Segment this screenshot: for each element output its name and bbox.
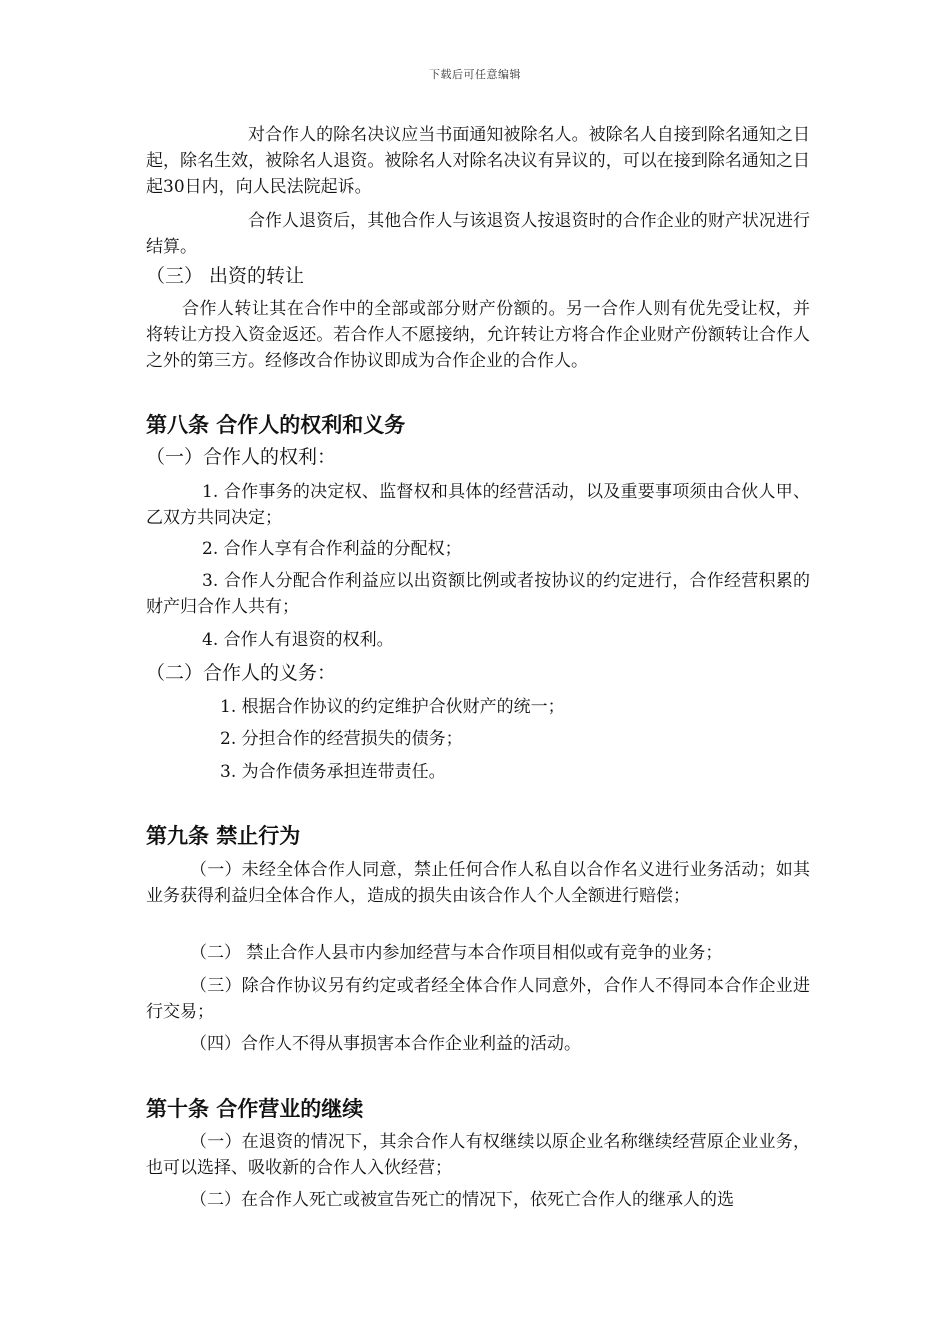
paragraph-transfer: 合作人转让其在合作中的全部或部分财产份额的。另一合作人则有优先受让权，并将转让方投入资金返还。若合作人不愿接纳，允许转让方将合作企业财产份额转让合作人之外的第三方。经修改合作协议即成为合作企业的合作人。 <box>146 299 810 371</box>
subheading-obligations: （二）合作人的义务： <box>146 662 337 684</box>
subheading-transfer: （三） 出资的转让 <box>146 265 305 287</box>
obligation-item-3: 3. 为合作债务承担连带责任。 <box>220 762 446 782</box>
prohibition-2: （二） 禁止合作人县市内参加经营与本合作项目相似或有竞争的业务； <box>190 943 723 963</box>
rights-item-4: 4. 合作人有退资的权利。 <box>202 630 394 650</box>
article-9-heading: 第九条 禁止行为 <box>146 824 301 848</box>
obligation-item-1: 1. 根据合作协议的约定维护合伙财产的统一； <box>220 697 565 717</box>
header-note: 下载后可任意编辑 <box>429 68 521 81</box>
obligation-item-2: 2. 分担合作的经营损失的债务； <box>220 729 463 749</box>
subheading-rights: （一）合作人的权利： <box>146 446 337 468</box>
rights-item-1: 1. 合作事务的决定权、监督权和具体的经营活动，以及重要事项须由合伙人甲、乙双方共同决定； <box>146 482 810 528</box>
article-10-heading: 第十条 合作营业的继续 <box>146 1097 364 1121</box>
continuation-1: （一）在退资的情况下，其余合作人有权继续以原企业名称继续经营原企业业务，也可以选择、吸收新的合作人入伙经营； <box>146 1132 810 1178</box>
prohibition-4: （四）合作人不得从事损害本合作企业利益的活动。 <box>190 1034 581 1054</box>
paragraph-expulsion-notice: 对合作人的除名决议应当书面通知被除名人。被除名人自接到除名通知之日起，除名生效，被除名人退资。被除名人对除名决议有异议的，可以在接到除名通知之日起30日内，向人民法院起诉。 <box>146 125 810 197</box>
rights-item-3: 3. 合作人分配合作利益应以出资额比例或者按协议的约定进行，合作经营积累的财产归合作人共有； <box>146 571 810 617</box>
paragraph-settlement: 合作人退资后，其他合作人与该退资人按退资时的合作企业的财产状况进行结算。 <box>146 211 810 257</box>
prohibition-1: （一）未经全体合作人同意，禁止任何合作人私自以合作名义进行业务活动；如其业务获得利益归全体合作人，造成的损失由该合作人个人全额进行赔偿； <box>146 860 810 906</box>
rights-item-2: 2. 合作人享有合作利益的分配权； <box>202 539 462 559</box>
prohibition-3: （三）除合作协议另有约定或者经全体合作人同意外，合作人不得同本合作企业进行交易； <box>146 976 810 1022</box>
article-8-heading: 第八条 合作人的权利和义务 <box>146 413 406 437</box>
continuation-2: （二）在合作人死亡或被宣告死亡的情况下，依死亡合作人的继承人的选 <box>190 1190 734 1210</box>
